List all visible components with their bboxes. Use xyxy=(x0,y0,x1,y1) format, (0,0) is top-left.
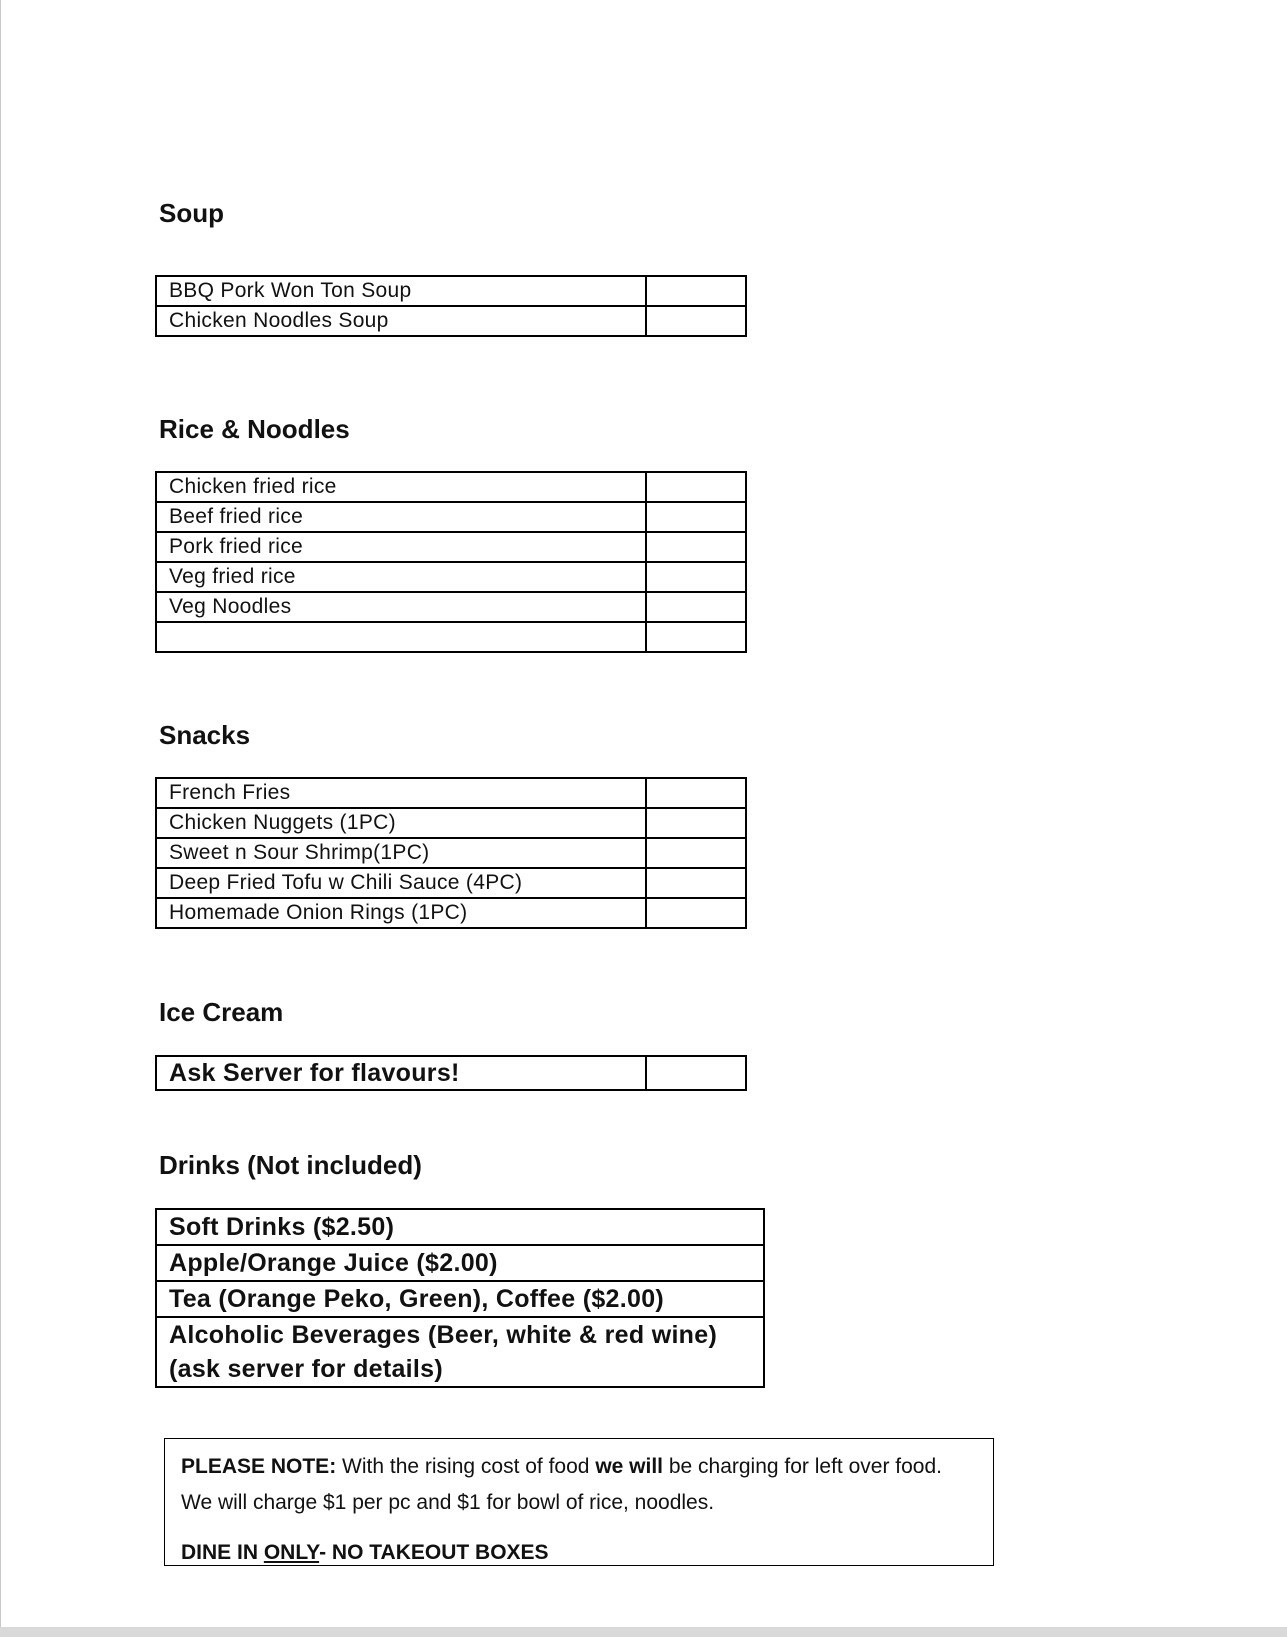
order-cell[interactable] xyxy=(646,276,746,306)
ice-cream-table xyxy=(155,1055,747,1091)
menu-item: Veg fried rice xyxy=(156,562,646,592)
table-row xyxy=(156,276,746,306)
table-row xyxy=(156,502,746,532)
menu-item: Ask Server for flavours! xyxy=(156,1056,646,1090)
table-row xyxy=(156,622,746,652)
table-row xyxy=(156,808,746,838)
section-title-rice-noodles: Rice & Noodles xyxy=(159,414,350,444)
order-cell[interactable] xyxy=(646,1056,746,1090)
order-cell[interactable] xyxy=(646,868,746,898)
menu-item-line: (ask server for details) xyxy=(169,1355,443,1383)
order-cell[interactable] xyxy=(646,838,746,868)
menu-item: French Fries xyxy=(156,778,646,808)
menu-item xyxy=(156,1317,764,1387)
order-cell[interactable] xyxy=(646,622,746,652)
notice-text: With the rising cost of food xyxy=(336,1455,596,1478)
table-row xyxy=(156,898,746,928)
table-row xyxy=(156,592,746,622)
menu-item: BBQ Pork Won Ton Soup xyxy=(156,276,646,306)
order-cell[interactable] xyxy=(646,808,746,838)
menu-item: Chicken fried rice xyxy=(156,472,646,502)
menu-item-line: Alcoholic Beverages (Beer, white & red wine) xyxy=(169,1321,718,1349)
menu-item: Apple/Orange Juice ($2.00) xyxy=(156,1245,764,1281)
table-row xyxy=(156,1317,764,1387)
order-cell[interactable] xyxy=(646,562,746,592)
menu-item: Soft Drinks ($2.50) xyxy=(156,1209,764,1245)
table-row xyxy=(156,838,746,868)
table-row xyxy=(156,562,746,592)
section-title-soup: Soup xyxy=(159,198,224,228)
order-cell[interactable] xyxy=(646,778,746,808)
order-cell[interactable] xyxy=(646,502,746,532)
table-row xyxy=(156,1245,764,1281)
table-row xyxy=(156,1209,764,1245)
table-row xyxy=(156,1056,746,1090)
menu-item: Beef fried rice xyxy=(156,502,646,532)
menu-item xyxy=(156,622,646,652)
menu-item: Veg Noodles xyxy=(156,592,646,622)
table-row xyxy=(156,306,746,336)
menu-item: Deep Fried Tofu w Chili Sauce (4PC) xyxy=(156,868,646,898)
menu-item: Chicken Noodles Soup xyxy=(156,306,646,336)
table-row xyxy=(156,778,746,808)
section-title-ice-cream: Ice Cream xyxy=(159,997,284,1027)
notice-text: be charging for left over food. We will charge $1 per pc and $1 for bowl of rice, noodles. xyxy=(181,1455,942,1514)
soup-table xyxy=(155,275,747,337)
notice-label: PLEASE NOTE: xyxy=(181,1455,337,1478)
rice-noodles-table xyxy=(155,471,747,653)
dine-in-text: DINE IN xyxy=(181,1541,264,1564)
section-title-snacks: Snacks xyxy=(159,720,251,750)
only-emphasis: ONLY xyxy=(263,1541,320,1564)
table-row xyxy=(156,1281,764,1317)
leftover-food-notice xyxy=(164,1438,994,1566)
table-row xyxy=(156,868,746,898)
menu-item: Sweet n Sour Shrimp(1PC) xyxy=(156,838,646,868)
order-cell[interactable] xyxy=(646,472,746,502)
table-row xyxy=(156,532,746,562)
table-row xyxy=(156,472,746,502)
dine-in-only-notice xyxy=(181,1535,977,1571)
menu-item: Homemade Onion Rings (1PC) xyxy=(156,898,646,928)
order-cell[interactable] xyxy=(646,306,746,336)
drinks-table xyxy=(155,1208,765,1388)
menu-item: Chicken Nuggets (1PC) xyxy=(156,808,646,838)
notice-paragraph xyxy=(181,1449,977,1521)
order-cell[interactable] xyxy=(646,592,746,622)
section-title-drinks: Drinks (Not included) xyxy=(159,1150,422,1180)
order-cell[interactable] xyxy=(646,532,746,562)
order-cell[interactable] xyxy=(646,898,746,928)
menu-item: Tea (Orange Peko, Green), Coffee ($2.00) xyxy=(156,1281,764,1317)
notice-emphasis: we will xyxy=(595,1455,663,1478)
menu-item: Pork fried rice xyxy=(156,532,646,562)
snacks-table xyxy=(155,777,747,929)
no-takeout-text: - NO TAKEOUT BOXES xyxy=(319,1541,549,1564)
